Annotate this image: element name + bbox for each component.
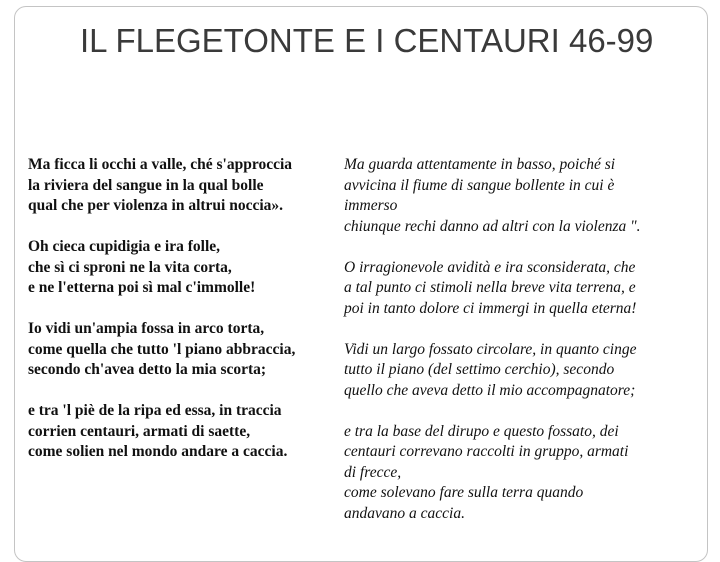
translation-line: centauri correvano raccolti in gruppo, armati [344,443,629,460]
translation-line: di frecce, [344,463,402,481]
translation-line: Ma guarda attentamente in basso, poiché si [344,156,616,173]
original-line: corrien centauri, armati di saette, [28,422,251,440]
original-line: Io vidi un'ampia fossa in arco torta, [28,320,265,337]
translation-text-column [344,155,704,524]
translation-line: poi in tanto dolore ci immergi in quella eterna! [344,299,637,317]
translation-line: O irragionevole avidità e ira sconsiderata, che [344,258,636,276]
original-line: come solien nel mondo andare a caccia. [28,443,288,460]
translation-line: tutto il piano (del settimo cerchio), secondo [344,361,615,378]
translation-line: quello che aveva detto il mio accompagnatore; [344,381,636,399]
original-line: che sì ci sproni ne la vita corta, [28,258,232,276]
translation-line: e tra la base del dirupo e questo fossato, dei [344,422,619,440]
translation-line: immerso [344,197,398,214]
original-line: secondo ch'avea detto la mia scorta; [28,361,267,378]
original-line: la riviera del sangue in la qual bolle [28,176,264,194]
translation-line: andavano a caccia. [344,504,465,522]
translation-line: Vidi un largo fossato circolare, in quanto cinge [344,340,637,358]
original-line: e ne l'etterna poi sì mal c'immolle! [28,279,256,296]
translation-line: avvicina il fiume di sangue bollente in cui è [344,176,615,194]
slide-title: IL FLEGETONTE E I CENTAURI 46-99 [80,22,654,59]
translation-line: a tal punto ci stimoli nella breve vita terrena, e [344,279,636,296]
original-line: qual che per violenza in altrui noccia». [28,197,284,214]
original-line: e tra 'l piè de la ripa ed essa, in traccia [28,402,282,419]
original-line: Oh cieca cupidigia e ira folle, [28,238,221,255]
original-line: Ma ficca li occhi a valle, ché s'approccia [28,156,293,173]
original-text-column [28,155,348,463]
translation-line: come solevano fare sulla terra quando [344,484,584,501]
original-line: come quella che tutto 'l piano abbraccia, [28,340,296,358]
translation-line: chiunque rechi danno ad altri con la violenza ". [344,217,641,235]
